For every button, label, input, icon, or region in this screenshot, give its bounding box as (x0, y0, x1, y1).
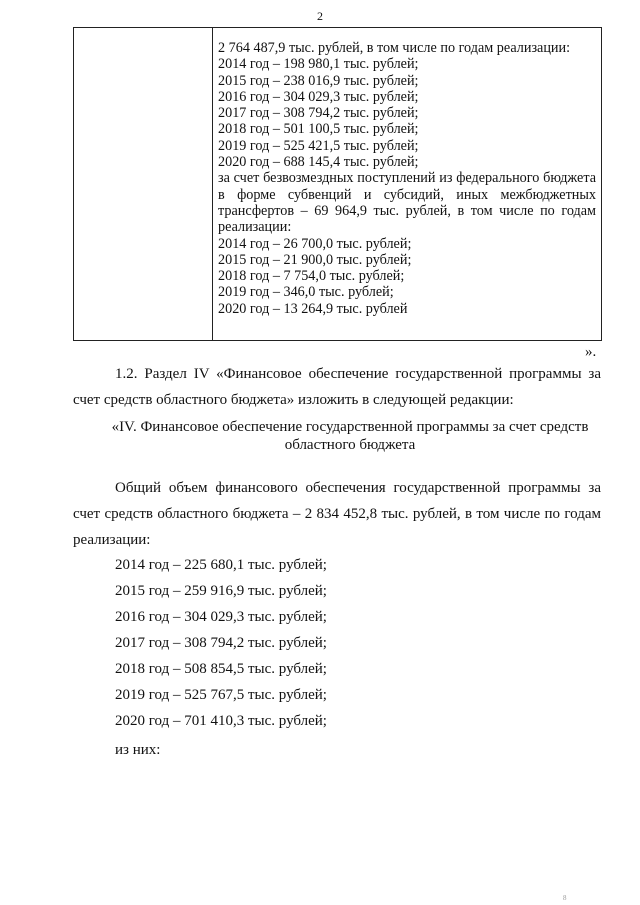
table-total-line: 2 764 487,9 тыс. рублей, в том числе по годам реализации: (218, 40, 571, 56)
table-year-line: 2020 год – 688 145,4 тыс. рублей; (218, 154, 419, 171)
table-year-line: 2018 год – 501 100,5 тыс. рублей; (218, 121, 419, 138)
list-item: 2019 год – 525 767,5 тыс. рублей; (115, 687, 327, 703)
table-federal-year-line: 2020 год – 13 264,9 тыс. рублей (218, 300, 408, 317)
table-cell-funding (218, 40, 596, 317)
table-year-line: 2017 год – 308 794,2 тыс. рублей; (218, 105, 419, 122)
quote-close: ». (585, 344, 597, 360)
corner-mark: 8 (563, 894, 567, 902)
table-federal-year-line: 2015 год – 21 900,0 тыс. рублей; (218, 251, 412, 268)
table-year-line: 2016 год – 304 029,3 тыс. рублей; (218, 88, 419, 105)
list-item: 2020 год – 701 410,3 тыс. рублей; (115, 713, 327, 729)
table-year-line: 2014 год – 198 980,1 тыс. рублей; (218, 56, 419, 73)
table-column-divider (212, 28, 213, 340)
iz-nih-label: из них: (115, 742, 161, 758)
table-federal-text: за счет безвозмездных поступлений из федерального бюджета в форме субвенций и субсидий, иных межбюджетных трансфертов – 69 964,9 тыс. рублей, в том числе по годам реализации: (218, 170, 596, 236)
years-list (115, 552, 327, 734)
funding-table (73, 27, 602, 341)
section-heading: «IV. Финансовое обеспечение государственной программы за счет средств областного бюджета (111, 419, 589, 453)
table-year-line: 2019 год – 525 421,5 тыс. рублей; (218, 137, 419, 154)
total-paragraph-text: Общий объем финансового обеспечения государственной программы за счет средств областного бюджета – 2 834 452,8 тыс. рублей, в том числе по годам реализации: (73, 480, 601, 548)
total-paragraph (73, 475, 601, 553)
list-item: 2014 год – 225 680,1 тыс. рублей; (115, 557, 327, 573)
table-federal-year-line: 2014 год – 26 700,0 тыс. рублей; (218, 235, 412, 252)
table-federal-year-line: 2019 год – 346,0 тыс. рублей; (218, 284, 394, 301)
table-federal-year-line: 2018 год – 7 754,0 тыс. рублей; (218, 268, 405, 285)
list-item: 2018 год – 508 854,5 тыс. рублей; (115, 661, 327, 677)
paragraph-1-2-text: 1.2. Раздел IV «Финансовое обеспечение государственной программы за счет средств областного бюджета» изложить в следующей редакции: (73, 366, 601, 408)
list-item: 2016 год – 304 029,3 тыс. рублей; (115, 609, 327, 625)
list-item: 2017 год – 308 794,2 тыс. рублей; (115, 635, 327, 651)
table-year-line: 2015 год – 238 016,9 тыс. рублей; (218, 72, 419, 89)
page-number: 2 (317, 9, 323, 23)
paragraph-1-2 (73, 361, 601, 413)
list-item: 2015 год – 259 916,9 тыс. рублей; (115, 583, 327, 599)
